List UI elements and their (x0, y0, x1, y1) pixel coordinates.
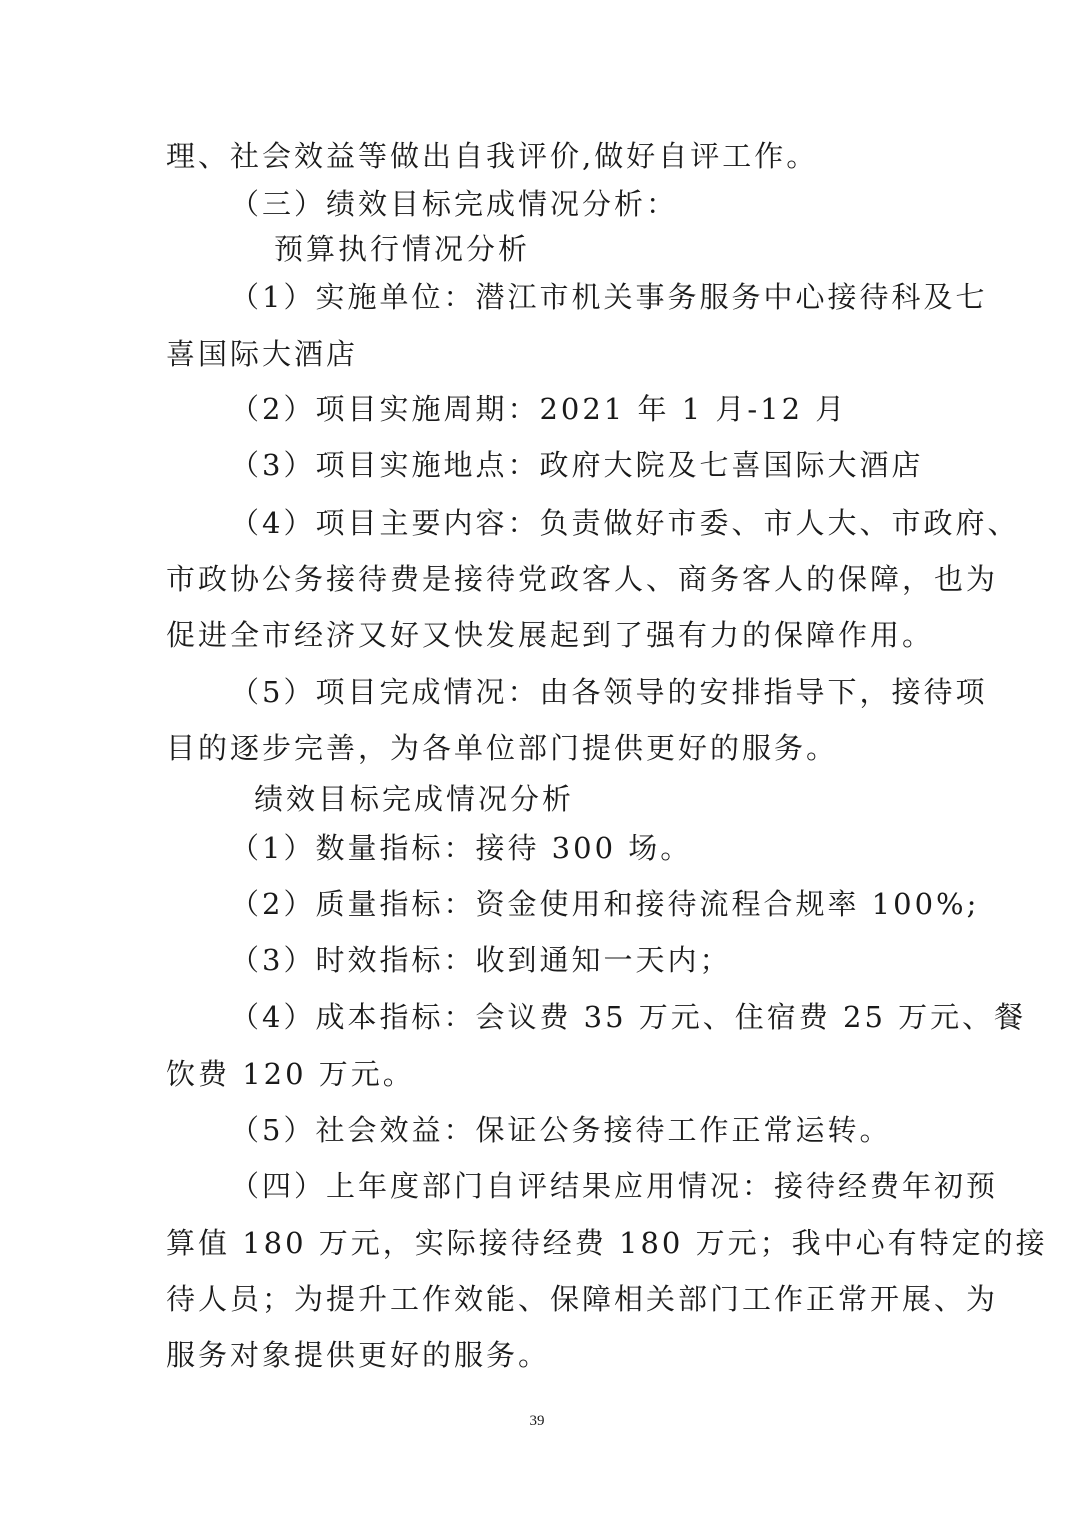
subsection-heading: 绩效目标完成情况分析 (254, 782, 575, 816)
subsection-heading: 预算执行情况分析 (274, 232, 531, 266)
page-number: 39 (529, 1413, 545, 1429)
text-line: 理、社会效益等做出自我评价,做好自评工作。 (166, 139, 819, 173)
text-line: （2）项目实施周期：2021 年 1 月-12 月 (230, 392, 848, 426)
text-line: （3）项目实施地点：政府大院及七喜国际大酒店 (230, 448, 924, 482)
text-line: 促进全市经济又好又快发展起到了强有力的保障作用。 (166, 618, 935, 652)
text-line: 饮费 120 万元。 (166, 1057, 415, 1091)
text-line: （1）实施单位：潜江市机关事务服务中心接待科及七 (230, 280, 988, 314)
text-line: （2）质量指标：资金使用和接待流程合规率 100%; (230, 887, 980, 921)
text-line: （3）时效指标：收到通知一天内； (230, 943, 732, 977)
text-line: 目的逐步完善，为各单位部门提供更好的服务。 (166, 731, 839, 765)
text-line: 市政协公务接待费是接待党政客人、商务客人的保障，也为 (166, 562, 999, 596)
text-line: （1）数量指标：接待 300 场。 (230, 831, 693, 865)
section-heading: （四）上年度部门自评结果应用情况：接待经费年初预 (230, 1169, 999, 1203)
text-line: （5）社会效益：保证公务接待工作正常运转。 (230, 1113, 892, 1147)
text-line: （5）项目完成情况：由各领导的安排指导下，接待项 (230, 675, 988, 709)
text-line: （4）成本指标：会议费 35 万元、住宿费 25 万元、餐 (230, 1000, 1027, 1034)
section-heading: （三）绩效目标完成情况分析： (230, 187, 679, 221)
text-line: 服务对象提供更好的服务。 (166, 1338, 551, 1372)
text-line: 待人员；为提升工作效能、保障相关部门工作正常开展、为 (166, 1282, 999, 1316)
text-line: 喜国际大酒店 (166, 337, 359, 371)
text-line: （4）项目主要内容：负责做好市委、市人大、市政府、 (230, 506, 1020, 540)
text-line: 算值 180 万元，实际接待经费 180 万元；我中心有特定的接 (166, 1226, 1048, 1260)
